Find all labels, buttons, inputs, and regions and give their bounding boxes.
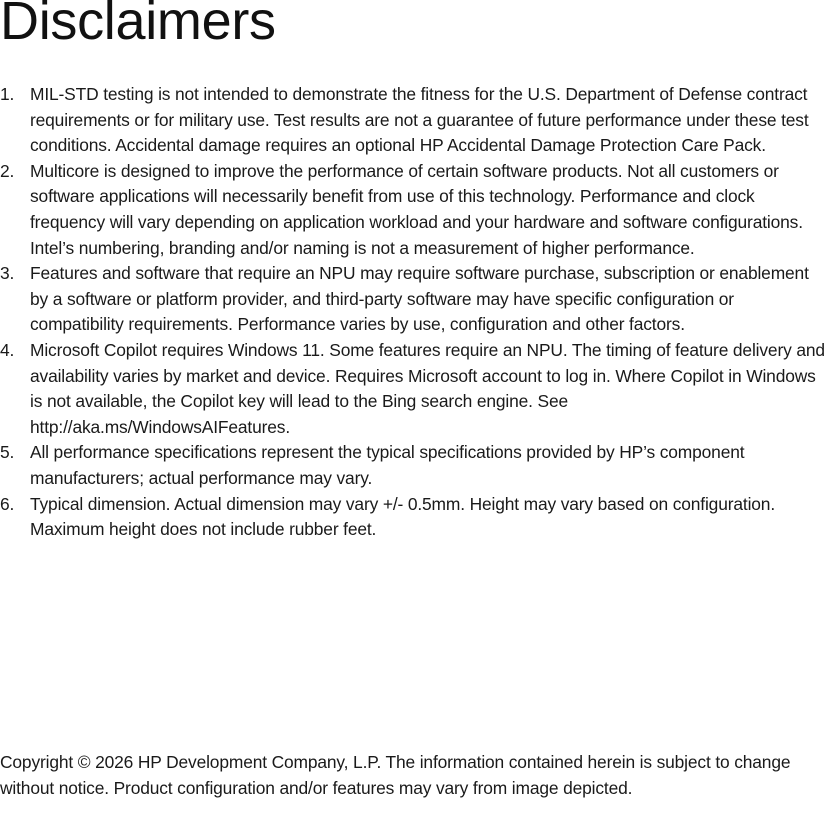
disclaimer-text: MIL-STD testing is not intended to demonstrate the fitness for the U.S. Department of Defense contract requirements or for military use. Test results are not a guarantee of future performance under these test conditions. Accidental damage requires an optional HP Accidental Damage Protection Care Pack. [30, 84, 809, 156]
disclaimer-number: 4. [0, 339, 15, 360]
disclaimer-item [0, 159, 828, 261]
disclaimer-text: Features and software that require an NPU may require software purchase, subscription or enablement by a software or platform provider, and third-party software may have specific configuration or compatibility requirements. Performance varies by use, configuration and other factors. [30, 263, 809, 335]
copyright-notice: Copyright © 2026 HP Development Company, L.P. The information contained herein is subject to change without notice. Product configuration and/or features may vary from image depicted. [0, 752, 791, 798]
disclaimer-item [0, 82, 828, 159]
disclaimer-text: Multicore is designed to improve the performance of certain software products. Not all customers or software applications will necessarily benefit from use of this technology. Performance and clock frequency will vary depending on application workload and your hardware and software configurations. Intel’s numbering, branding and/or naming is not a measurement of higher performance. [30, 160, 803, 258]
disclaimer-number: 1. [0, 84, 15, 104]
disclaimer-text: Typical dimension. Actual dimension may vary +/- 0.5mm. Height may vary based on configuration. Maximum height does not include rubber feet. [30, 493, 776, 540]
disclaimer-item [0, 440, 828, 491]
disclaimer-item [0, 338, 828, 440]
disclaimer-number: 5. [0, 442, 15, 463]
disclaimer-number: 6. [0, 493, 15, 514]
disclaimer-number: 2. [0, 160, 15, 181]
disclaimer-list [0, 82, 828, 543]
disclaimer-text: Microsoft Copilot requires Windows 11. Some features require an NPU. The timing of feature delivery and availability varies by market and device. Requires Microsoft account to log in. Where Copilot in Windows is not available, the Copilot key will lead to the Bing search engine. See http://aka.ms/WindowsAIFeatures. [30, 339, 825, 437]
disclaimer-item [0, 261, 828, 338]
disclaimer-item [0, 492, 828, 543]
page-title: Disclaimers [0, 0, 276, 51]
disclaimer-number: 3. [0, 263, 15, 284]
disclaimer-text: All performance specifications represent the typical specifications provided by HP’s component manufacturers; actual performance may vary. [30, 442, 745, 488]
